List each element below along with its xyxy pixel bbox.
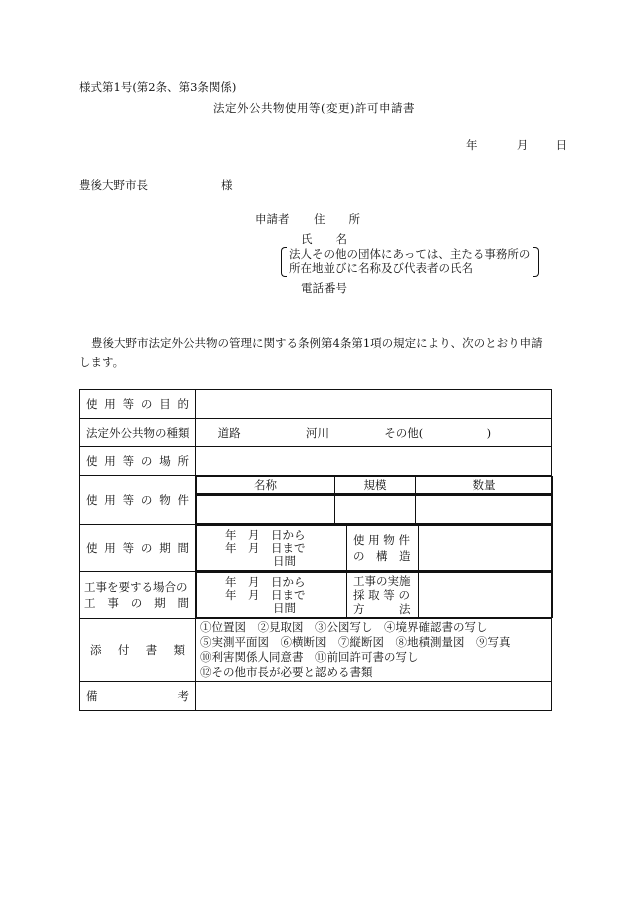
object-values-cell [196,495,552,525]
attach-line-4: ⑫その他市長が必要と認める書類 [200,665,373,679]
attach-line-1: ①位置図 ②見取図 ③公図写し ④境界確認書の写し [200,620,488,634]
object-header-scale: 規模 [335,477,416,494]
object-name-value[interactable] [197,496,335,524]
addressee [79,177,233,193]
method-value[interactable] [419,573,553,618]
addressee-honorific: 様 [221,178,233,192]
period-cell [196,525,552,572]
type-road[interactable]: 道路 [217,425,241,440]
object-values-subtable [196,495,553,524]
construction-from: 年 月 日から [225,574,306,589]
row-remarks [80,682,552,711]
row-object-header [80,476,552,495]
object-header-subtable [196,476,553,494]
attach-label: 添 付 書 類 [80,619,196,682]
object-quantity-value[interactable] [416,496,553,524]
application-table [79,389,552,711]
period-to: 年 月 日まで [225,540,306,555]
construction-label: 工事を要する場合の 工 事 の 期 間 [80,572,196,619]
attach-line-3: ⑩利害関係人同意書 ⑪前回許可書の写し [200,650,419,664]
type-label: 法定外公共物の種類 [80,419,196,447]
place-value[interactable] [196,447,552,476]
type-river[interactable]: 河川 [305,425,329,440]
construction-cell [196,572,552,619]
type-other[interactable]: その他( [384,425,424,440]
structure-label: 使 用 物 件 の 構 造 [347,526,419,571]
object-header-cell [196,476,552,495]
object-label: 使 用 等 の 物 件 [80,476,196,525]
place-label: 使 用 等 の 場 所 [80,447,196,476]
attach-list [196,619,552,682]
left-bracket [281,247,287,277]
remarks-value[interactable] [196,682,552,711]
purpose-value[interactable] [196,390,552,419]
object-header-name: 名称 [197,477,335,494]
date-month: 月 [516,138,529,152]
purpose-label [80,390,196,419]
structure-value[interactable] [419,526,553,571]
form-title: 法定外公共物使用等(変更)許可申請書 [213,101,415,115]
row-type [80,419,552,447]
row-construction [80,572,552,619]
construction-to: 年 月 日まで [225,587,306,602]
attach-line-2: ⑤実測平面図 ⑥横断図 ⑦縦断図 ⑧地積測量図 ⑨写真 [200,635,511,649]
period-label: 使 用 等 の 期 間 [80,525,196,572]
period-from: 年 月 日から [225,527,306,542]
object-scale-value[interactable] [335,496,416,524]
object-header-quantity: 数量 [416,477,553,494]
row-attachments [80,619,552,682]
row-place [80,447,552,476]
period-days: 日間 [273,553,296,568]
construction-period-value[interactable] [197,573,347,618]
name-label: 氏 名 [301,232,347,246]
remarks-label: 備 考 [80,682,196,711]
date-year: 年 [466,138,478,152]
body-text: 豊後大野市法定外公共物の管理に関する条例第4条第1項の規定により、次のとおり申請します。 [79,336,543,369]
period-value[interactable] [197,526,347,571]
applicant-label: 申請者 [255,212,290,226]
phone-label: 電話番号 [301,281,347,295]
row-period [80,525,552,572]
note-line-1: 法人その他の団体にあっては、主たる事務所の [289,247,531,261]
address-label: 住 所 [314,212,360,226]
right-bracket [533,247,539,277]
date-line [466,137,567,153]
addressee-name: 豊後大野市長 [79,178,148,192]
type-options [196,419,552,447]
purpose-label-text: 使 用 等 の 目 的 [86,397,189,411]
row-purpose [80,390,552,419]
method-label: 工事の実施 採 取 等 の 方 法 [347,573,419,618]
note-line-2: 所在地並びに名称及び代表者の氏名 [289,261,473,275]
date-day: 日 [555,138,568,152]
form-number: 様式第1号(第2条、第3条関係) [79,80,237,94]
construction-days: 日間 [273,600,296,615]
corporate-note [281,247,539,275]
type-other-close: ) [486,425,492,440]
